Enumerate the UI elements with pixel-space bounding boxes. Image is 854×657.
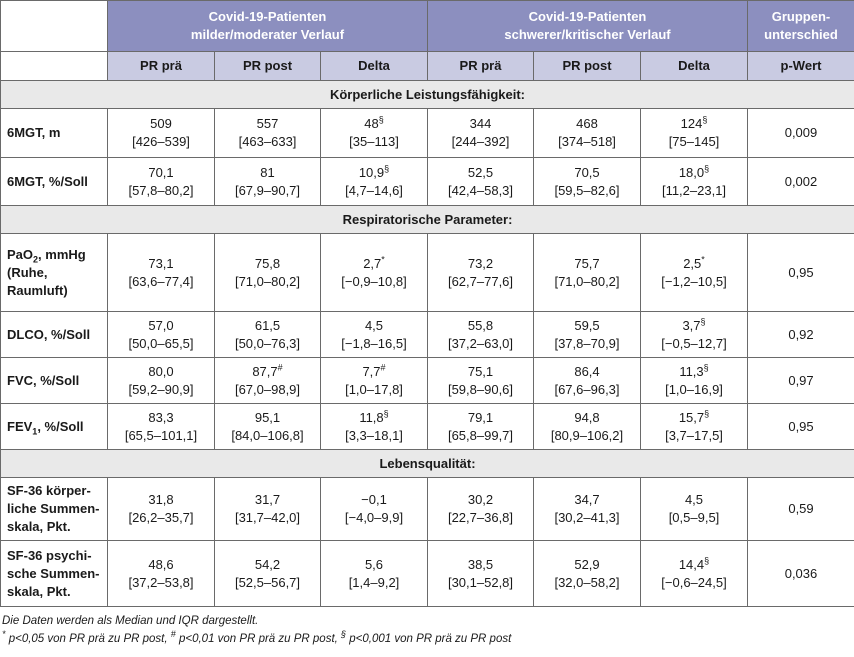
median-value: 59,5 bbox=[574, 317, 600, 333]
significance-marker: § bbox=[378, 114, 384, 125]
significance-marker: * bbox=[381, 254, 385, 265]
data-cell bbox=[428, 404, 534, 450]
iqr-value: [71,0–80,2] bbox=[554, 273, 620, 289]
median-value: 54,2 bbox=[254, 556, 281, 572]
data-cell bbox=[534, 541, 641, 607]
table-row bbox=[1, 358, 854, 404]
median-value: 81 bbox=[260, 164, 275, 180]
section-title: Körperliche Leistungsfähigkeit: bbox=[1, 81, 854, 109]
data-cell bbox=[321, 234, 428, 312]
group-severe-line2: schwerer/kritischer Verlauf bbox=[504, 27, 671, 42]
median-value: 15,7 bbox=[678, 409, 705, 425]
data-cell bbox=[534, 478, 641, 541]
label-part: (Ruhe, bbox=[7, 264, 48, 280]
iqr-value: [50,0–65,5] bbox=[128, 335, 194, 351]
median-value: 31,8 bbox=[148, 492, 174, 507]
label-part: 6MGT, m bbox=[7, 125, 61, 140]
note-line-2 bbox=[2, 630, 511, 648]
table-row bbox=[1, 158, 854, 206]
median-value: 75,7 bbox=[574, 255, 600, 271]
median-value: 52,5 bbox=[467, 164, 494, 180]
iqr-value: [37,2–53,8] bbox=[128, 574, 194, 590]
iqr-value: [32,0–58,2] bbox=[554, 574, 620, 590]
iqr-value: [63,6–77,4] bbox=[128, 273, 194, 289]
median-value: −0,1 bbox=[361, 492, 387, 507]
data-cell bbox=[641, 358, 748, 404]
row-label bbox=[1, 109, 108, 158]
group-severe-line1: Covid-19-Patienten bbox=[528, 9, 647, 24]
data-cell bbox=[108, 404, 215, 450]
median-value: 75,1 bbox=[467, 363, 494, 379]
section-row bbox=[1, 206, 854, 234]
significance-marker: * bbox=[701, 254, 705, 265]
header-row-groups bbox=[1, 1, 854, 52]
iqr-value: [1,0–16,9] bbox=[665, 381, 723, 397]
label-part: , %/Soll bbox=[37, 418, 84, 434]
iqr-value: [1,4–9,2] bbox=[348, 574, 400, 590]
table-row bbox=[1, 541, 854, 607]
median-value: 87,7 bbox=[252, 363, 278, 379]
iqr-value: [42,4–58,3] bbox=[447, 182, 514, 198]
col-header: Delta bbox=[321, 52, 428, 81]
data-cell bbox=[215, 109, 321, 158]
data-cell bbox=[321, 358, 428, 404]
median-value: 70,5 bbox=[574, 164, 600, 180]
p-value: 0,002 bbox=[748, 158, 854, 206]
footnote-symbol: # bbox=[170, 629, 176, 640]
group-mild-line1: Covid-19-Patienten bbox=[208, 9, 327, 24]
label-subscript: 1 bbox=[32, 426, 38, 437]
label-part: DLCO, %/Soll bbox=[7, 326, 91, 342]
iqr-value: [−0,6–24,5] bbox=[661, 574, 727, 590]
iqr-value: [0,5–9,5] bbox=[668, 510, 720, 525]
p-value: 0,97 bbox=[748, 358, 854, 404]
label-part: Raumluft) bbox=[7, 282, 68, 298]
median-value: 34,7 bbox=[574, 492, 600, 507]
corner-cell-2 bbox=[1, 52, 108, 81]
p-value: 0,92 bbox=[748, 312, 854, 358]
data-cell bbox=[321, 541, 428, 607]
data-cell bbox=[215, 404, 321, 450]
data-cell bbox=[108, 234, 215, 312]
label-part: skala, Pkt. bbox=[7, 583, 71, 599]
label-part: PaO bbox=[7, 246, 34, 262]
iqr-value: [−1,8–16,5] bbox=[341, 335, 407, 351]
iqr-value: [59,5–82,6] bbox=[554, 182, 620, 198]
data-cell bbox=[108, 312, 215, 358]
iqr-value: [65,8–99,7] bbox=[447, 427, 514, 443]
col-header: PR prä bbox=[108, 52, 215, 81]
row-label bbox=[1, 478, 108, 541]
p-value: 0,009 bbox=[748, 109, 854, 158]
label-part: skala, Pkt. bbox=[7, 519, 71, 534]
data-cell bbox=[428, 234, 534, 312]
significance-marker: # bbox=[277, 362, 283, 373]
table-row bbox=[1, 109, 854, 158]
iqr-value: [11,2–23,1] bbox=[661, 182, 727, 198]
significance-marker: # bbox=[380, 362, 386, 373]
median-value: 18,0 bbox=[678, 164, 705, 180]
data-cell bbox=[321, 478, 428, 541]
group-mild-header bbox=[108, 1, 428, 52]
significance-marker: § bbox=[704, 555, 710, 566]
median-value: 3,7 bbox=[682, 317, 701, 333]
iqr-value: [−1,2–10,5] bbox=[661, 273, 727, 289]
data-cell bbox=[641, 109, 748, 158]
significance-marker: § bbox=[700, 316, 706, 327]
data-cell bbox=[215, 541, 321, 607]
iqr-value: [75–145] bbox=[668, 134, 720, 149]
significance-marker: § bbox=[704, 408, 710, 419]
median-value: 14,4 bbox=[678, 556, 705, 572]
iqr-value: [426–539] bbox=[132, 134, 190, 149]
data-cell bbox=[215, 312, 321, 358]
label-part: , mmHg bbox=[38, 246, 86, 262]
iqr-value: [67,9–90,7] bbox=[234, 182, 301, 198]
group-diff-header bbox=[748, 1, 854, 52]
data-cell bbox=[108, 541, 215, 607]
iqr-value: [4,7–14,6] bbox=[345, 182, 403, 198]
data-cell bbox=[108, 358, 215, 404]
iqr-value: [84,0–106,8] bbox=[231, 427, 304, 443]
group-mild-line2: milder/moderater Verlauf bbox=[190, 27, 345, 42]
significance-marker: § bbox=[702, 114, 708, 125]
data-cell bbox=[534, 404, 641, 450]
data-cell bbox=[321, 312, 428, 358]
table-notes bbox=[2, 612, 511, 648]
median-value: 30,2 bbox=[467, 492, 494, 507]
iqr-value: [30,2–41,3] bbox=[554, 510, 620, 525]
median-value: 52,9 bbox=[574, 556, 600, 572]
table-row bbox=[1, 478, 854, 541]
data-cell bbox=[641, 541, 748, 607]
col-header: PR prä bbox=[428, 52, 534, 81]
median-value: 95,1 bbox=[254, 409, 281, 425]
iqr-value: [50,0–76,3] bbox=[234, 335, 301, 351]
data-cell bbox=[534, 234, 641, 312]
iqr-value: [37,2–63,0] bbox=[447, 335, 514, 351]
median-value: 557 bbox=[256, 116, 279, 131]
table-row bbox=[1, 234, 854, 312]
median-value: 73,2 bbox=[467, 255, 494, 271]
row-label bbox=[1, 541, 108, 607]
data-cell bbox=[321, 109, 428, 158]
median-value: 344 bbox=[469, 116, 492, 131]
corner-cell bbox=[1, 1, 108, 52]
iqr-value: [35–113] bbox=[349, 134, 399, 149]
median-value: 11,3 bbox=[679, 363, 704, 379]
median-value: 468 bbox=[576, 116, 598, 131]
p-value: 0,95 bbox=[748, 234, 854, 312]
significance-marker: § bbox=[383, 408, 389, 419]
label-subscript: 2 bbox=[33, 254, 39, 265]
iqr-value: [26,2–35,7] bbox=[128, 510, 194, 525]
iqr-value: [−0,9–10,8] bbox=[341, 273, 407, 289]
data-cell bbox=[534, 158, 641, 206]
data-cell bbox=[641, 312, 748, 358]
label-part: 6MGT, %/Soll bbox=[7, 173, 88, 189]
median-value: 94,8 bbox=[574, 409, 600, 425]
data-cell bbox=[428, 358, 534, 404]
footnote-text: p<0,01 von PR prä zu PR post, bbox=[175, 633, 342, 645]
data-cell bbox=[428, 541, 534, 607]
section-row bbox=[1, 81, 854, 109]
row-label bbox=[1, 158, 108, 206]
median-value: 79,1 bbox=[467, 409, 494, 425]
data-cell bbox=[641, 404, 748, 450]
data-cell bbox=[215, 358, 321, 404]
significance-marker: § bbox=[384, 163, 390, 174]
data-cell bbox=[108, 478, 215, 541]
label-part: SF-36 psychi- bbox=[7, 547, 92, 563]
iqr-value: [37,8–70,9] bbox=[554, 335, 620, 351]
section-title: Lebensqualität: bbox=[1, 450, 854, 478]
median-value: 124 bbox=[680, 116, 703, 131]
footnote-text: p<0,001 von PR prä zu PR post bbox=[346, 633, 512, 645]
median-value: 4,5 bbox=[364, 317, 384, 333]
p-value: 0,59 bbox=[748, 478, 854, 541]
label-part: FVC, %/Soll bbox=[7, 372, 80, 388]
col-header: PR post bbox=[215, 52, 321, 81]
label-part: FEV bbox=[7, 418, 33, 434]
iqr-value: [80,9–106,2] bbox=[550, 427, 624, 443]
data-cell bbox=[428, 312, 534, 358]
data-cell bbox=[108, 158, 215, 206]
iqr-value: [374–518] bbox=[558, 134, 616, 149]
label-part: sche Summen- bbox=[7, 565, 100, 581]
significance-marker: § bbox=[703, 362, 709, 373]
row-label bbox=[1, 234, 108, 312]
table-row bbox=[1, 404, 854, 450]
iqr-value: [1,0–17,8] bbox=[345, 381, 403, 397]
median-value: 86,4 bbox=[574, 363, 600, 379]
median-value: 509 bbox=[150, 116, 172, 131]
iqr-value: [3,3–18,1] bbox=[345, 427, 403, 443]
iqr-value: [22,7–36,8] bbox=[447, 510, 514, 525]
table-row bbox=[1, 312, 854, 358]
label-part: liche Summen- bbox=[7, 501, 100, 516]
median-value: 31,7 bbox=[254, 492, 281, 507]
data-cell bbox=[641, 478, 748, 541]
median-value: 38,5 bbox=[467, 556, 494, 572]
data-cell bbox=[534, 109, 641, 158]
iqr-value: [−4,0–9,9] bbox=[344, 510, 404, 525]
section-title: Respiratorische Parameter: bbox=[1, 206, 854, 234]
data-cell bbox=[215, 478, 321, 541]
group-diff-line2: unterschied bbox=[764, 27, 838, 42]
row-label bbox=[1, 358, 108, 404]
label-part: SF-36 körper- bbox=[7, 483, 91, 498]
iqr-value: [244–392] bbox=[451, 134, 510, 149]
median-value: 55,8 bbox=[467, 317, 494, 333]
section-row bbox=[1, 450, 854, 478]
row-label bbox=[1, 312, 108, 358]
median-value: 57,0 bbox=[148, 317, 174, 333]
median-value: 5,6 bbox=[364, 556, 384, 572]
col-header: Delta bbox=[641, 52, 748, 81]
group-diff-line1: Gruppen- bbox=[771, 9, 831, 24]
significance-marker: § bbox=[704, 163, 710, 174]
median-value: 80,0 bbox=[148, 363, 174, 379]
group-severe-header bbox=[428, 1, 748, 52]
data-cell bbox=[534, 312, 641, 358]
data-cell bbox=[428, 158, 534, 206]
data-cell bbox=[428, 109, 534, 158]
header-row-columns bbox=[1, 52, 854, 81]
iqr-value: [52,5–56,7] bbox=[234, 574, 301, 590]
median-value: 10,9 bbox=[358, 164, 385, 180]
footnote-symbol: * bbox=[2, 629, 6, 640]
data-cell bbox=[321, 158, 428, 206]
iqr-value: [62,7–77,6] bbox=[447, 273, 514, 289]
iqr-value: [3,7–17,5] bbox=[665, 427, 723, 443]
footnote-text: p<0,05 von PR prä zu PR post, bbox=[5, 633, 171, 645]
data-cell bbox=[428, 478, 534, 541]
iqr-value: [67,6–96,3] bbox=[554, 381, 620, 397]
median-value: 4,5 bbox=[684, 492, 704, 507]
iqr-value: [31,7–42,0] bbox=[234, 510, 301, 525]
data-cell bbox=[534, 358, 641, 404]
iqr-value: [463–633] bbox=[238, 134, 297, 149]
iqr-value: [67,0–98,9] bbox=[234, 381, 301, 397]
median-value: 83,3 bbox=[148, 409, 174, 425]
p-value: 0,95 bbox=[748, 404, 854, 450]
median-value: 73,1 bbox=[148, 255, 174, 271]
median-value: 2,7 bbox=[363, 255, 382, 271]
iqr-value: [30,1–52,8] bbox=[447, 574, 514, 590]
iqr-value: [59,2–90,9] bbox=[128, 381, 194, 397]
footnote-symbol: § bbox=[341, 629, 347, 640]
data-cell bbox=[641, 158, 748, 206]
row-label bbox=[1, 404, 108, 450]
col-header: PR post bbox=[534, 52, 641, 81]
median-value: 61,5 bbox=[254, 317, 281, 333]
note-line-1: Die Daten werden als Median und IQR dargestellt. bbox=[2, 615, 259, 627]
iqr-value: [71,0–80,2] bbox=[234, 273, 301, 289]
iqr-value: [57,8–80,2] bbox=[128, 182, 194, 198]
median-value: 48 bbox=[364, 116, 379, 131]
data-cell bbox=[641, 234, 748, 312]
median-value: 2,5 bbox=[683, 255, 702, 271]
iqr-value: [−0,5–12,7] bbox=[661, 335, 727, 351]
col-header: p-Wert bbox=[748, 52, 854, 81]
median-value: 75,8 bbox=[254, 255, 281, 271]
iqr-value: [59,8–90,6] bbox=[447, 381, 514, 397]
data-cell bbox=[321, 404, 428, 450]
data-cell bbox=[108, 109, 215, 158]
data-cell bbox=[215, 234, 321, 312]
data-cell bbox=[215, 158, 321, 206]
p-value: 0,036 bbox=[748, 541, 854, 607]
median-value: 48,6 bbox=[148, 556, 174, 572]
median-value: 7,7 bbox=[362, 363, 381, 379]
median-value: 70,1 bbox=[148, 164, 174, 180]
median-value: 11,8 bbox=[359, 409, 384, 425]
iqr-value: [65,5–101,1] bbox=[124, 427, 198, 443]
